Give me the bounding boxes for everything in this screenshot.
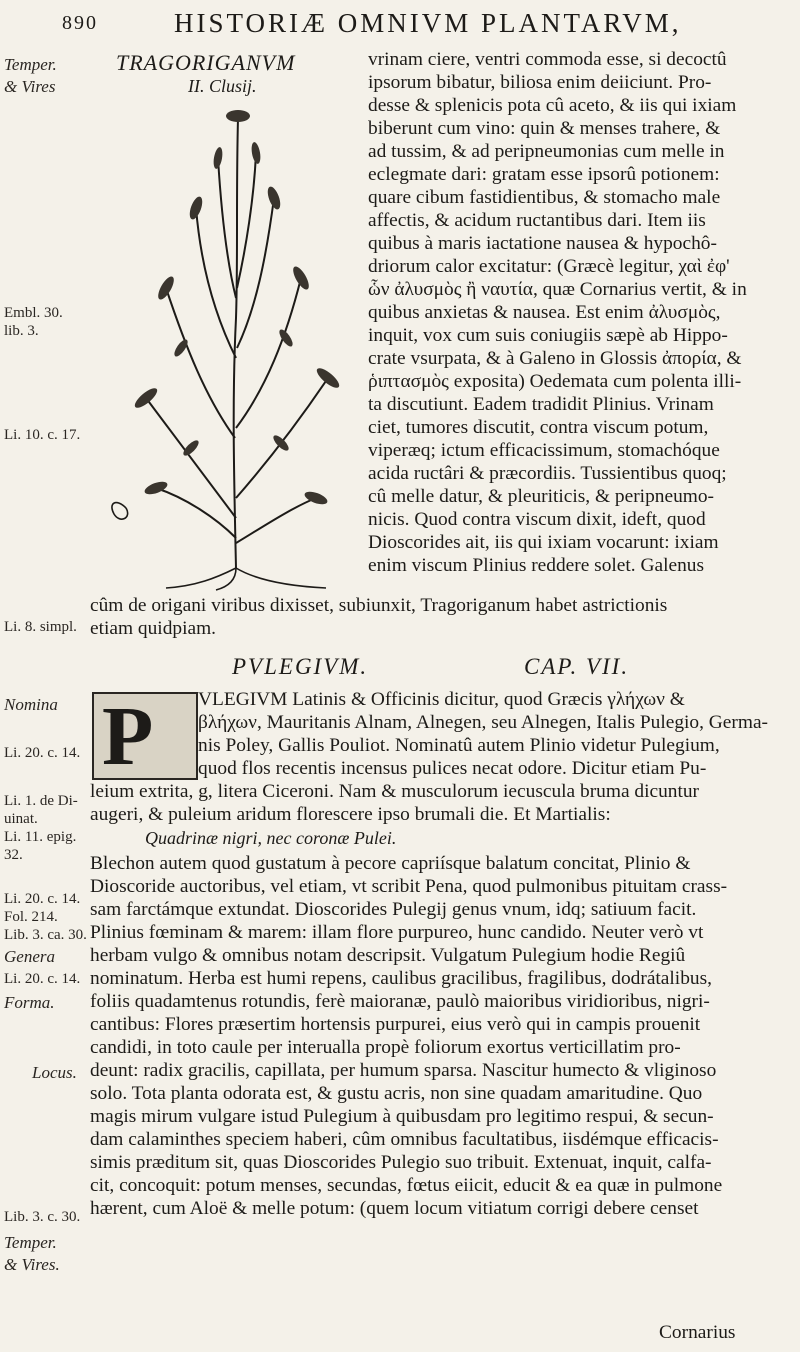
running-head: HISTORIÆ OMNIVM PLANTARVM,	[174, 8, 682, 38]
text-line: magis mirum vulgare istud Pulegium à quibusdam pro legitimo respui, & secun-	[90, 1106, 714, 1127]
text-line: solo. Tota planta odorata est, & gustu acris, non sine quadam amaritudine. Quo	[90, 1083, 703, 1104]
figure-title: TRAGORIGANVM	[116, 50, 296, 75]
text-line: acida ructâri & præcordiis. Tussientibus quoq;	[368, 463, 727, 484]
side-note: Temper.	[4, 1233, 57, 1252]
text-line: crate vsurpata, & à Galeno in Glossis ἀπορία, &	[368, 348, 742, 369]
side-note: lib. 3.	[4, 323, 39, 339]
text-line: βλήχων, Mauritanis Alnam, Alnegen, seu Alnegen, Italis Pulegio, Germa-	[198, 712, 769, 733]
text-line: foliis quadamtenus rotundis, ferè maioranæ, paulò maioribus viridioribus, nigri-	[90, 991, 710, 1012]
side-note: Lib. 3. c. 30.	[4, 1209, 81, 1225]
page-header	[0, 4, 800, 38]
text-line: deunt: radix gracilis, capillata, per humum sparsa. Nascitur humecto & vliginoso	[90, 1060, 717, 1081]
text-line: candidi, in toto caule per interualla propè foliorum exortus verticillatim pro-	[90, 1037, 681, 1058]
text-line: herbam vulgo & omnibus notam descripsit. Vulgatum Pulegium hodie Regiû	[90, 945, 686, 966]
side-note: Genera	[4, 947, 55, 966]
side-note: & Vires.	[4, 1255, 60, 1274]
side-note: Li. 20. c. 14.	[4, 745, 81, 761]
side-note: Li. 20. c. 14.	[4, 971, 81, 987]
text-line: biberunt cum vino: quin & menses trahere, &	[368, 118, 721, 139]
initial-letter: P	[102, 690, 154, 783]
text-line: Blechon autem quod gustatum à pecore capriísque balatum concitat, Plinio &	[90, 853, 691, 874]
side-note: Nomina	[4, 695, 58, 714]
text-line: eclegmate dari: gratam esse ipsorû potionem:	[368, 164, 720, 185]
text-line: leium extrita, g, litera Ciceroni. Nam & musculorum iecuscula bruma dicuntur	[90, 781, 700, 802]
decorated-initial	[92, 690, 198, 783]
text-line: driorum calor excitatur: (Græcè legitur, χαὶ ἐφ'	[368, 256, 730, 277]
text-line: Plinius fœminam & marem: illam flore purpureo, hunc candido. Neuter verò vt	[90, 922, 704, 943]
side-note: Li. 1. de Di-	[4, 793, 78, 809]
figure-subtitle: II. Clusij.	[188, 76, 257, 96]
verse-quotation: Quadrinæ nigri, nec coronæ Pulei.	[145, 828, 397, 848]
text-line: ta discutiunt. Eadem tradidit Plinius. Vrinam	[368, 394, 714, 415]
text-line: nis Poley, Gallis Pouliot. Nominatû autem Plinio videtur Pulegium,	[198, 735, 720, 756]
text-line: enim viscum Plinius reddere solet. Galenus	[368, 555, 705, 576]
page-number: 890	[62, 12, 98, 34]
text-line: ὧν ἀλυσμὸς ἢ ναυτία, quæ Cornarius vertit, & in	[368, 279, 747, 300]
text-line: desse & splenicis pota cû aceto, & iis qui ixiam	[368, 95, 737, 116]
text-line: quibus à maris iactatione nausea & hypochô-	[368, 233, 717, 254]
side-note: Embl. 30.	[4, 305, 63, 321]
text-line: augeri, & puleium aridum florescere ipso brumali die. Et Martialis:	[90, 804, 611, 825]
text-line: nominatum. Herba est humi repens, caulibus gracilibus, fragilibus, dodrátalibus,	[90, 968, 712, 989]
plant-roots	[112, 503, 326, 590]
side-note: Li. 10. c. 17.	[4, 427, 81, 443]
side-note: Temper.	[4, 55, 57, 74]
side-note: & Vires	[4, 77, 56, 96]
text-line: affectis, & acidum ructantibus dari. Item iis	[368, 210, 706, 231]
side-note: Li. 11. epig.	[4, 829, 77, 845]
text-line: quod flos recentis incensus pulices necat odore. Dicitur etiam Pu-	[198, 758, 707, 779]
side-note: Fol. 214.	[4, 909, 58, 925]
text-line: nicis. Quod contra viscum dixit, ideft, quod	[368, 509, 706, 530]
text-line: VLEGIVM Latinis & Officinis dicitur, quod Græcis γλήχων &	[198, 689, 685, 710]
text-line: Dioscoride auctoribus, vel etiam, vt scribit Pena, quod pulmonibus pituitam crass-	[90, 876, 728, 897]
side-note: Forma.	[4, 993, 55, 1012]
side-note: Li. 8. simpl.	[4, 619, 77, 635]
text-line: etiam quidpiam.	[90, 618, 217, 639]
text-line: hærent, cum Aloë & melle potum: (quem locum vitiatum corrigi debere censet	[90, 1198, 699, 1219]
text-line: ciet, tumores discutit, contra viscum potum,	[368, 417, 709, 438]
plant-woodcut-illustration	[96, 98, 358, 592]
chapter-title: PVLEGIVM.	[232, 654, 369, 679]
text-line: cû melle datur, & pleuriticis, & peripneumo-	[368, 486, 715, 507]
text-line: dam calaminthes speciem haberi, cûm omnibus facultatibus, iisdémque efficacis-	[90, 1129, 719, 1150]
text-line: vrinam ciere, ventri commoda esse, si decoctû	[368, 49, 727, 70]
side-note: Locus.	[32, 1063, 77, 1082]
text-line: quare cibum fastidientibus, & stomacho male	[368, 187, 721, 208]
chapter-number: CAP. VII.	[524, 654, 630, 679]
text-line: simis præditum sit, quas Dioscorides Pulegio suo tribuit. Extenuat, inquit, calfa-	[90, 1152, 712, 1173]
text-line: ipsorum bibatur, biliosa enim deiiciunt. Pro-	[368, 72, 712, 93]
plant-stems	[146, 118, 328, 568]
side-note: 32.	[4, 847, 23, 863]
text-line: inquit, vox cum suis coniugiis sæpè ab Hippo-	[368, 325, 728, 346]
text-line: ῥιπτασμὸς exposita) Oedemata cum polenta illi-	[368, 371, 742, 392]
text-line: cantibus: Flores præsertim hortensis purpurei, eius verò qui in campis prouenit	[90, 1014, 701, 1035]
text-line: sam farctámque extundat. Dioscorides Pulegij genus vnum, idq; satiuum facit.	[90, 899, 697, 920]
side-note: uinat.	[4, 811, 38, 827]
text-line: ad tussim, & ad peripneumonias cum melle in	[368, 141, 725, 162]
text-line: Dioscorides ait, iis qui ixiam vocarunt: ixiam	[368, 532, 719, 553]
text-line: cûm de origani viribus dixisset, subiunxit, Tragoriganum habet astrictionis	[90, 595, 668, 616]
side-note: Li. 20. c. 14.	[4, 891, 81, 907]
text-line: quibus anxietas & nausea. Est enim ἀλυσμὸς,	[368, 302, 721, 323]
text-line: cit, concoquit: potum menses, secundas, fœtus eiicit, educit & ea quæ in pulmone	[90, 1175, 723, 1196]
side-note: Lib. 3. ca. 30.	[4, 927, 87, 943]
text-line: viperæq; ictum efficacissimum, stomachóque	[368, 440, 720, 461]
catchword: Cornarius	[659, 1322, 736, 1343]
